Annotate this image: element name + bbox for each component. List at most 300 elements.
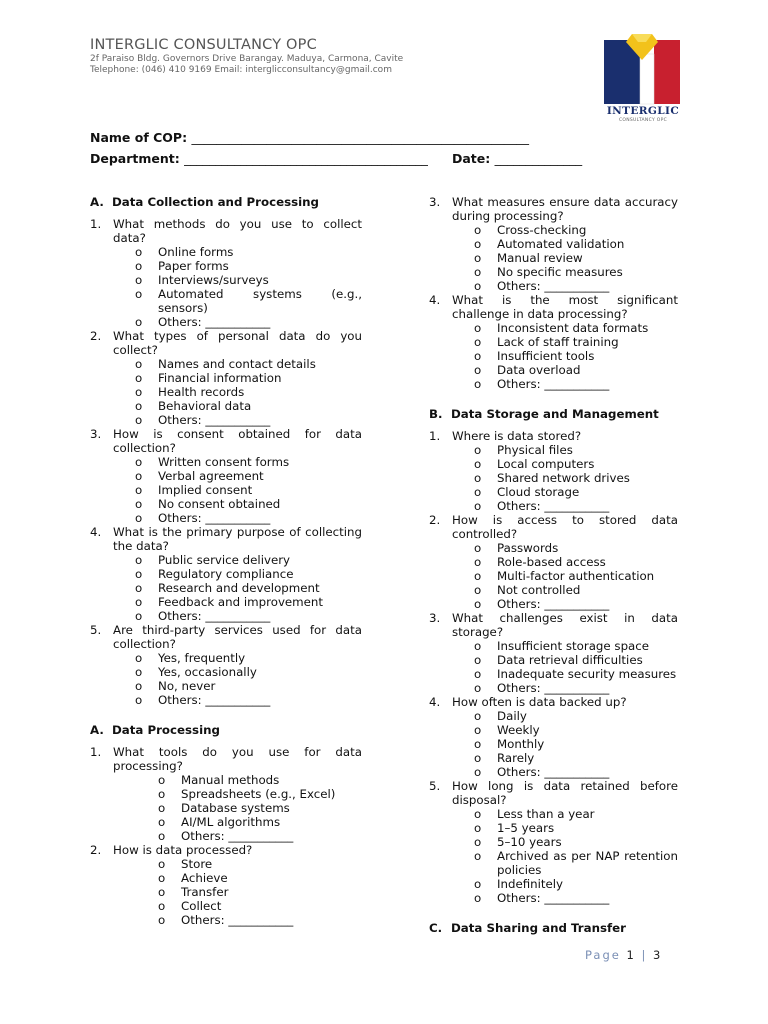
option-text: Others: ___________ (158, 511, 271, 525)
option-item[interactable] (474, 541, 678, 555)
option-item[interactable] (474, 251, 678, 265)
option-bullet: o (135, 245, 143, 259)
option-bullet: o (135, 385, 143, 399)
option-bullet: o (135, 357, 143, 371)
department-field (90, 151, 428, 166)
option-item[interactable] (474, 223, 678, 237)
option-bullet: o (158, 829, 166, 843)
option-text: Inadequate security measures (497, 667, 677, 681)
option-text: 5–10 years (497, 835, 562, 849)
option-item[interactable] (135, 413, 362, 427)
option-bullet: o (135, 553, 143, 567)
option-text: No consent obtained (158, 497, 281, 511)
option-text: Role-based access (497, 555, 606, 569)
option-item[interactable] (474, 877, 678, 891)
option-list (429, 321, 678, 391)
option-bullet: o (474, 349, 482, 363)
option-item[interactable] (158, 871, 362, 885)
option-list (429, 709, 678, 779)
section-letter: B. (429, 407, 443, 421)
option-item[interactable] (474, 681, 678, 695)
option-bullet: o (474, 363, 482, 377)
question-text: What tools do you use for data processing? (113, 745, 362, 773)
page-separator: | (641, 948, 648, 962)
contact-line: Telephone: (046) 410 9169 Email: interglicconsultancy@gmail.com (90, 65, 392, 75)
question-item (429, 695, 678, 709)
option-bullet: o (135, 469, 143, 483)
option-text: Indefinitely (497, 877, 564, 891)
option-text: Data retrieval difficulties (497, 653, 643, 667)
option-text: Others: ___________ (497, 597, 610, 611)
option-bullet: o (474, 485, 482, 499)
option-text: Interviews/surveys (158, 273, 269, 287)
logo-subtext: CONSULTANCY OPC (618, 118, 668, 122)
option-bullet: o (474, 653, 482, 667)
option-item[interactable] (158, 829, 362, 843)
option-bullet: o (135, 273, 143, 287)
option-item[interactable] (135, 581, 362, 595)
option-bullet: o (474, 597, 482, 611)
option-list (90, 245, 362, 329)
option-text: Others: ___________ (497, 765, 610, 779)
option-bullet: o (135, 679, 143, 693)
option-item[interactable] (158, 787, 362, 801)
question-item (429, 293, 678, 321)
option-item[interactable] (474, 667, 678, 681)
option-bullet: o (474, 877, 482, 891)
option-bullet: o (474, 821, 482, 835)
cop-input-line[interactable]: ______________________________________________________ (191, 130, 529, 145)
option-item[interactable] (474, 499, 678, 513)
option-list (90, 455, 362, 525)
option-item[interactable] (135, 455, 362, 469)
option-bullet: o (474, 667, 482, 681)
option-bullet: o (135, 651, 143, 665)
option-text: Transfer (181, 885, 229, 899)
option-item[interactable] (474, 349, 678, 363)
option-item[interactable] (135, 287, 362, 315)
option-item[interactable] (135, 399, 362, 413)
option-bullet: o (135, 371, 143, 385)
question-text: Are third-party services used for data collection? (113, 623, 362, 651)
option-item[interactable] (474, 849, 678, 877)
question-number: 4. (429, 293, 441, 307)
department-label: Department: (90, 151, 180, 166)
option-bullet: o (135, 399, 143, 413)
question-number: 5. (429, 779, 441, 793)
logo-red-bar (654, 40, 680, 104)
option-text: Lack of staff training (497, 335, 619, 349)
option-bullet: o (474, 377, 482, 391)
question-item (429, 513, 678, 541)
option-text: Multi-factor authentication (497, 569, 655, 583)
question-number: 3. (429, 611, 441, 625)
option-item[interactable] (135, 595, 362, 609)
option-item[interactable] (474, 265, 678, 279)
option-bullet: o (135, 413, 143, 427)
option-text: Health records (158, 385, 245, 399)
option-bullet: o (474, 499, 482, 513)
option-list (90, 857, 362, 927)
option-bullet: o (135, 567, 143, 581)
option-text: Physical files (497, 443, 573, 457)
company-name: INTERGLIC CONSULTANCY OPC (90, 37, 317, 53)
option-text: Achieve (181, 871, 228, 885)
option-bullet: o (474, 849, 482, 863)
option-text: Collect (181, 899, 222, 913)
option-bullet: o (158, 913, 166, 927)
option-item[interactable] (474, 653, 678, 667)
question-number: 4. (429, 695, 441, 709)
option-text: Others: ___________ (158, 609, 271, 623)
question-item (90, 217, 362, 245)
option-bullet: o (474, 541, 482, 555)
option-bullet: o (135, 595, 143, 609)
option-item[interactable] (158, 773, 362, 787)
option-bullet: o (474, 569, 482, 583)
option-bullet: o (158, 871, 166, 885)
option-bullet: o (158, 801, 166, 815)
question-item (90, 745, 362, 773)
section-letter: A. (90, 723, 104, 737)
option-text: AI/ML algorithms (181, 815, 281, 829)
option-list (90, 651, 362, 707)
page-footer (585, 948, 662, 962)
option-item[interactable] (135, 371, 362, 385)
option-list (429, 541, 678, 611)
option-text: Names and contact details (158, 357, 316, 371)
option-text: Manual review (497, 251, 583, 265)
cop-field (90, 130, 529, 145)
option-bullet: o (135, 315, 143, 329)
option-text: Automated validation (497, 237, 625, 251)
option-text: Verbal agreement (158, 469, 264, 483)
question-number: 1. (90, 745, 102, 759)
option-bullet: o (135, 511, 143, 525)
option-item[interactable] (135, 497, 362, 511)
option-text: Others: ___________ (158, 413, 271, 427)
option-item[interactable] (474, 443, 678, 457)
option-item[interactable] (474, 279, 678, 293)
option-text: Spreadsheets (e.g., Excel) (181, 787, 336, 801)
question-item (429, 611, 678, 639)
section-heading (90, 195, 362, 209)
question-number: 5. (90, 623, 102, 637)
option-item[interactable] (158, 857, 362, 871)
question-text: What types of personal data do you collect? (113, 329, 362, 357)
section-heading (90, 723, 362, 737)
option-item[interactable] (474, 709, 678, 723)
option-list (90, 553, 362, 623)
option-item[interactable] (135, 567, 362, 581)
option-bullet: o (474, 251, 482, 265)
option-item[interactable] (474, 821, 678, 835)
right-column (429, 195, 678, 943)
question-item (90, 329, 362, 357)
option-bullet: o (158, 787, 166, 801)
option-bullet: o (474, 471, 482, 485)
option-text: Yes, frequently (158, 651, 246, 665)
option-item[interactable] (135, 693, 362, 707)
option-item[interactable] (474, 377, 678, 391)
option-bullet: o (474, 583, 482, 597)
option-bullet: o (135, 259, 143, 273)
option-text: Manual methods (181, 773, 280, 787)
option-list (90, 773, 362, 843)
option-text: Feedback and improvement (158, 595, 324, 609)
option-item[interactable] (135, 651, 362, 665)
option-text: Rarely (497, 751, 535, 765)
logo-white-bar (640, 54, 654, 104)
option-item[interactable] (135, 609, 362, 623)
section-title: Data Storage and Management (451, 407, 659, 421)
option-bullet: o (158, 773, 166, 787)
option-text: Cloud storage (497, 485, 580, 499)
question-text: How often is data backed up? (452, 695, 627, 709)
option-bullet: o (135, 693, 143, 707)
department-input-line[interactable]: _______________________________________ (184, 151, 428, 166)
option-item[interactable] (474, 639, 678, 653)
option-text: Data overload (497, 363, 581, 377)
option-item[interactable] (474, 335, 678, 349)
option-text: Archived as per NAP retention policies (497, 849, 678, 877)
page-number: 1 (626, 948, 636, 962)
option-item[interactable] (474, 723, 678, 737)
section-heading (429, 921, 678, 935)
option-item[interactable] (158, 913, 362, 927)
date-label: Date: (452, 151, 491, 166)
option-text: Others: ___________ (497, 377, 610, 391)
option-bullet: o (158, 885, 166, 899)
option-bullet: o (135, 483, 143, 497)
option-text: Online forms (158, 245, 234, 259)
option-text: Insufficient tools (497, 349, 595, 363)
option-text: Written consent forms (158, 455, 290, 469)
question-number: 2. (429, 513, 441, 527)
option-text: Shared network drives (497, 471, 630, 485)
option-item[interactable] (474, 583, 678, 597)
option-text: Others: ___________ (158, 693, 271, 707)
option-text: Less than a year (497, 807, 595, 821)
option-bullet: o (474, 321, 482, 335)
question-text: How is data processed? (113, 843, 253, 857)
question-number: 1. (90, 217, 102, 231)
option-item[interactable] (135, 665, 362, 679)
option-text: Not controlled (497, 583, 581, 597)
option-text: Automated systems (e.g., sensors) (158, 287, 362, 315)
option-bullet: o (135, 455, 143, 469)
option-item[interactable] (135, 259, 362, 273)
section-letter: A. (90, 195, 104, 209)
option-item[interactable] (135, 357, 362, 371)
option-item[interactable] (474, 237, 678, 251)
option-item[interactable] (135, 679, 362, 693)
option-item[interactable] (474, 555, 678, 569)
option-bullet: o (135, 287, 143, 301)
option-item[interactable] (135, 483, 362, 497)
question-text: Where is data stored? (452, 429, 582, 443)
section-title: Data Collection and Processing (112, 195, 319, 209)
option-text: Financial information (158, 371, 282, 385)
option-bullet: o (135, 665, 143, 679)
option-text: Others: ___________ (497, 279, 610, 293)
option-item[interactable] (135, 273, 362, 287)
option-item[interactable] (474, 485, 678, 499)
option-bullet: o (474, 443, 482, 457)
question-number: 2. (90, 843, 102, 857)
option-bullet: o (474, 639, 482, 653)
company-address (90, 54, 403, 76)
option-bullet: o (158, 899, 166, 913)
option-text: Store (181, 857, 213, 871)
option-text: Regulatory compliance (158, 567, 294, 581)
question-number: 1. (429, 429, 441, 443)
option-text: Inconsistent data formats (497, 321, 649, 335)
option-list (429, 639, 678, 695)
question-item (90, 843, 362, 857)
option-text: Daily (497, 709, 527, 723)
option-item[interactable] (135, 469, 362, 483)
logo-text: INTERGLIC (606, 105, 680, 117)
option-bullet: o (474, 835, 482, 849)
option-bullet: o (474, 457, 482, 471)
option-item[interactable] (474, 737, 678, 751)
option-bullet: o (135, 609, 143, 623)
option-text: Cross-checking (497, 223, 587, 237)
option-item[interactable] (474, 471, 678, 485)
option-list (429, 223, 678, 293)
option-item[interactable] (474, 765, 678, 779)
left-column (90, 195, 362, 927)
option-text: Yes, occasionally (158, 665, 257, 679)
page-label: Page (585, 948, 621, 962)
option-text: Others: ___________ (497, 681, 610, 695)
option-bullet: o (474, 265, 482, 279)
option-list (429, 807, 678, 905)
question-number: 4. (90, 525, 102, 539)
option-item[interactable] (135, 315, 362, 329)
option-text: Others: ___________ (181, 913, 294, 927)
option-bullet: o (474, 555, 482, 569)
date-input-line[interactable]: ______________ (494, 151, 583, 166)
option-bullet: o (158, 857, 166, 871)
option-text: Insufficient storage space (497, 639, 650, 653)
option-bullet: o (474, 807, 482, 821)
company-logo (602, 30, 684, 122)
option-text: Paper forms (158, 259, 229, 273)
option-text: Weekly (497, 723, 540, 737)
option-item[interactable] (135, 245, 362, 259)
question-item (90, 525, 362, 553)
option-item[interactable] (158, 801, 362, 815)
option-item[interactable] (474, 751, 678, 765)
option-bullet: o (474, 765, 482, 779)
option-bullet: o (474, 335, 482, 349)
option-text: Local computers (497, 457, 595, 471)
option-item[interactable] (474, 569, 678, 583)
page-total: 3 (653, 948, 663, 962)
option-item[interactable] (158, 815, 362, 829)
option-bullet: o (474, 279, 482, 293)
option-text: Others: ___________ (158, 315, 271, 329)
option-item[interactable] (135, 553, 362, 567)
section-title: Data Processing (112, 723, 220, 737)
logo-graphic (602, 30, 684, 122)
question-text: What measures ensure data accuracy during processing? (452, 195, 678, 223)
option-bullet: o (474, 709, 482, 723)
option-text: Database systems (181, 801, 290, 815)
question-text: How is consent obtained for data collection? (113, 427, 362, 455)
option-item[interactable] (158, 885, 362, 899)
question-number: 2. (90, 329, 102, 343)
option-text: Research and development (158, 581, 320, 595)
address-line: 2f Paraiso Bldg. Governors Drive Barangay. Maduya, Carmona, Cavite (90, 54, 404, 64)
option-text: Others: ___________ (497, 499, 610, 513)
question-item (90, 623, 362, 651)
option-text: Implied consent (158, 483, 253, 497)
option-item[interactable] (474, 321, 678, 335)
option-item[interactable] (474, 363, 678, 377)
option-bullet: o (135, 581, 143, 595)
option-item[interactable] (474, 597, 678, 611)
option-text: Others: ___________ (497, 891, 610, 905)
question-item (429, 429, 678, 443)
option-bullet: o (158, 815, 166, 829)
option-text: Others: ___________ (181, 829, 294, 843)
question-text: How long is data retained before disposal? (452, 779, 678, 807)
option-item[interactable] (474, 807, 678, 821)
section-title: Data Sharing and Transfer (451, 921, 626, 935)
question-number: 3. (90, 427, 102, 441)
question-item (429, 779, 678, 807)
option-text: 1–5 years (497, 821, 555, 835)
question-item (90, 427, 362, 455)
question-text: How is access to stored data controlled? (452, 513, 678, 541)
question-number: 3. (429, 195, 441, 209)
option-text: No specific measures (497, 265, 623, 279)
option-item[interactable] (474, 835, 678, 849)
option-text: Public service delivery (158, 553, 291, 567)
option-text: Behavioral data (158, 399, 252, 413)
option-bullet: o (474, 723, 482, 737)
option-bullet: o (474, 737, 482, 751)
option-text: No, never (158, 679, 216, 693)
section-heading (429, 407, 678, 421)
question-text: What methods do you use to collect data? (113, 217, 362, 245)
option-item[interactable] (158, 899, 362, 913)
option-item[interactable] (135, 385, 362, 399)
option-item[interactable] (474, 457, 678, 471)
option-list (429, 443, 678, 513)
question-item (429, 195, 678, 223)
option-bullet: o (474, 751, 482, 765)
section-letter: C. (429, 921, 443, 935)
option-item[interactable] (474, 891, 678, 905)
option-bullet: o (474, 223, 482, 237)
option-bullet: o (474, 681, 482, 695)
option-text: Monthly (497, 737, 545, 751)
option-item[interactable] (135, 511, 362, 525)
question-text: What challenges exist in data storage? (452, 611, 678, 639)
option-text: Passwords (497, 541, 559, 555)
option-bullet: o (474, 891, 482, 905)
option-bullet: o (474, 237, 482, 251)
date-field (452, 151, 582, 166)
option-list (90, 357, 362, 427)
cop-label: Name of COP: (90, 130, 188, 145)
question-text: What is the most significant challenge in data processing? (452, 293, 678, 321)
question-text: What is the primary purpose of collecting the data? (113, 525, 362, 553)
